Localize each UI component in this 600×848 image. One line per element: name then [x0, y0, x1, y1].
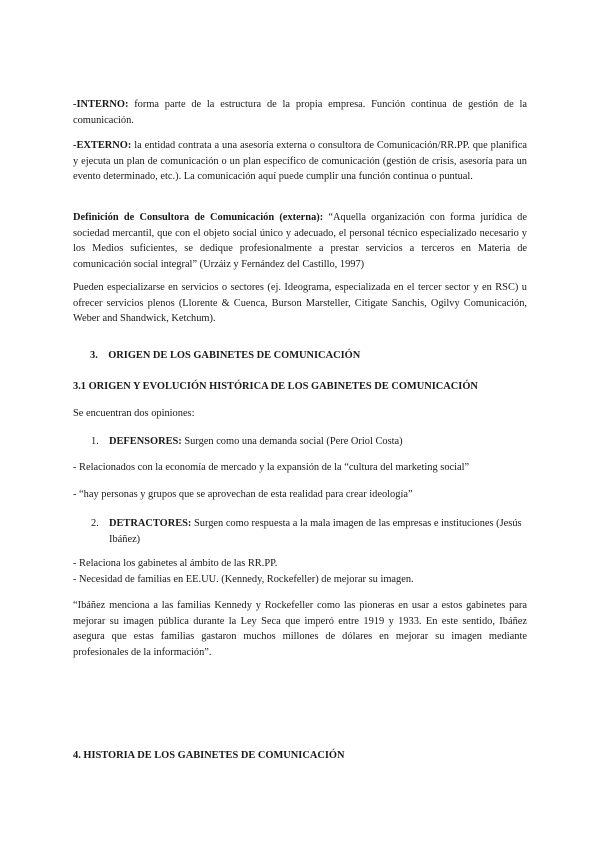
- cita-paragraph: “Ibáñez menciona a las familias Kennedy y Rockefeller como las pioneras en usar a estos gabinetes para mejorar su imagen pública durante la Ley Seca que imperó entre 1919 y 1933. En este sentido, Ibáñez asegura que estas familias gastaron muchos millones de dólares en mejorar su imagen mediante profesionales de la información”.: [73, 600, 527, 658]
- section-3-number: 3.: [90, 350, 98, 361]
- detractores-text: Surgen como respuesta a la mala imagen de las empresas e instituciones (Jesús Ibáñez): [109, 518, 522, 545]
- definicion-paragraph: [73, 210, 527, 272]
- defensores-number: 1.: [91, 436, 99, 447]
- defensores-label: DEFENSORES:: [109, 436, 182, 447]
- defensores-text: Surgen como una demanda social (Pere Oriol Costa): [181, 436, 403, 447]
- interno-label: -INTERNO:: [73, 99, 129, 110]
- especializarse-paragraph: Pueden especializarse en servicios o sectores (ej. Ideograma, especializada en el tercer sector y en RSC) u ofrecer servicios plenos (Llorente & Cuenca, Burson Marsteller, Citigate Sanchis, Ogilvy Comunicación, Weber and Shandwick, Ketchum).: [73, 282, 527, 325]
- externo-text: la entidad contrata a una asesoría externa o consultora de Comunicación/RR.PP. que planifica y ejecuta un plan de comunicación o un plan específico de comunicación (gestión de crisis, asesoría para un evento determinado, etc.). La comunicación aquí puede cumplir una función continua o puntual.: [73, 140, 527, 183]
- detractores-bullet-1: - Relaciona los gabinetes al ámbito de las RR.PP.: [73, 558, 278, 569]
- section-4-heading: 4. HISTORIA DE LOS GABINETES DE COMUNICACIÓN: [73, 750, 345, 761]
- section-3-title: ORIGEN DE LOS GABINETES DE COMUNICACIÓN: [108, 350, 361, 361]
- definicion-label: Definición de Consultora de Comunicación (externa):: [73, 212, 324, 223]
- section-3-1-heading: 3.1 ORIGEN Y EVOLUCIÓN HISTÓRICA DE LOS GABINETES DE COMUNICACIÓN: [73, 381, 478, 392]
- externo-label: -EXTERNO:: [73, 140, 132, 151]
- externo-paragraph: [73, 138, 527, 185]
- defensores-bullet-2: - “hay personas y grupos que se aprovechan de esta realidad para crear ideología”: [73, 489, 413, 500]
- section-3-heading: [90, 350, 360, 361]
- definicion-text: “Aquella organización con forma jurídica de sociedad mercantil, que con el objeto social único y adecuado, el personal técnico especializado necesario y los Medios suficientes, se dedique profesionalmente a prestar servicios a terceros en Materia de comunicación social integral” (Urzáiz y Fernández del Castillo, 1997): [73, 212, 527, 270]
- detractores-label: DETRACTORES:: [109, 518, 192, 529]
- defensores-bullet-1: - Relacionados con la economía de mercado y la expansión de la “cultura del marketing social”: [73, 462, 470, 473]
- detractores-number: 2.: [91, 518, 99, 529]
- opiniones-text: Se encuentran dos opiniones:: [73, 408, 195, 419]
- detractores-bullet-2: - Necesidad de familias en EE.UU. (Kennedy, Rockefeller) de mejorar su imagen.: [73, 574, 414, 585]
- interno-text: forma parte de la estructura de la propia empresa. Función continua de gestión de la comunicación.: [73, 99, 527, 126]
- interno-paragraph: [73, 97, 527, 128]
- defensores-item: [109, 434, 403, 450]
- detractores-item: [109, 516, 527, 547]
